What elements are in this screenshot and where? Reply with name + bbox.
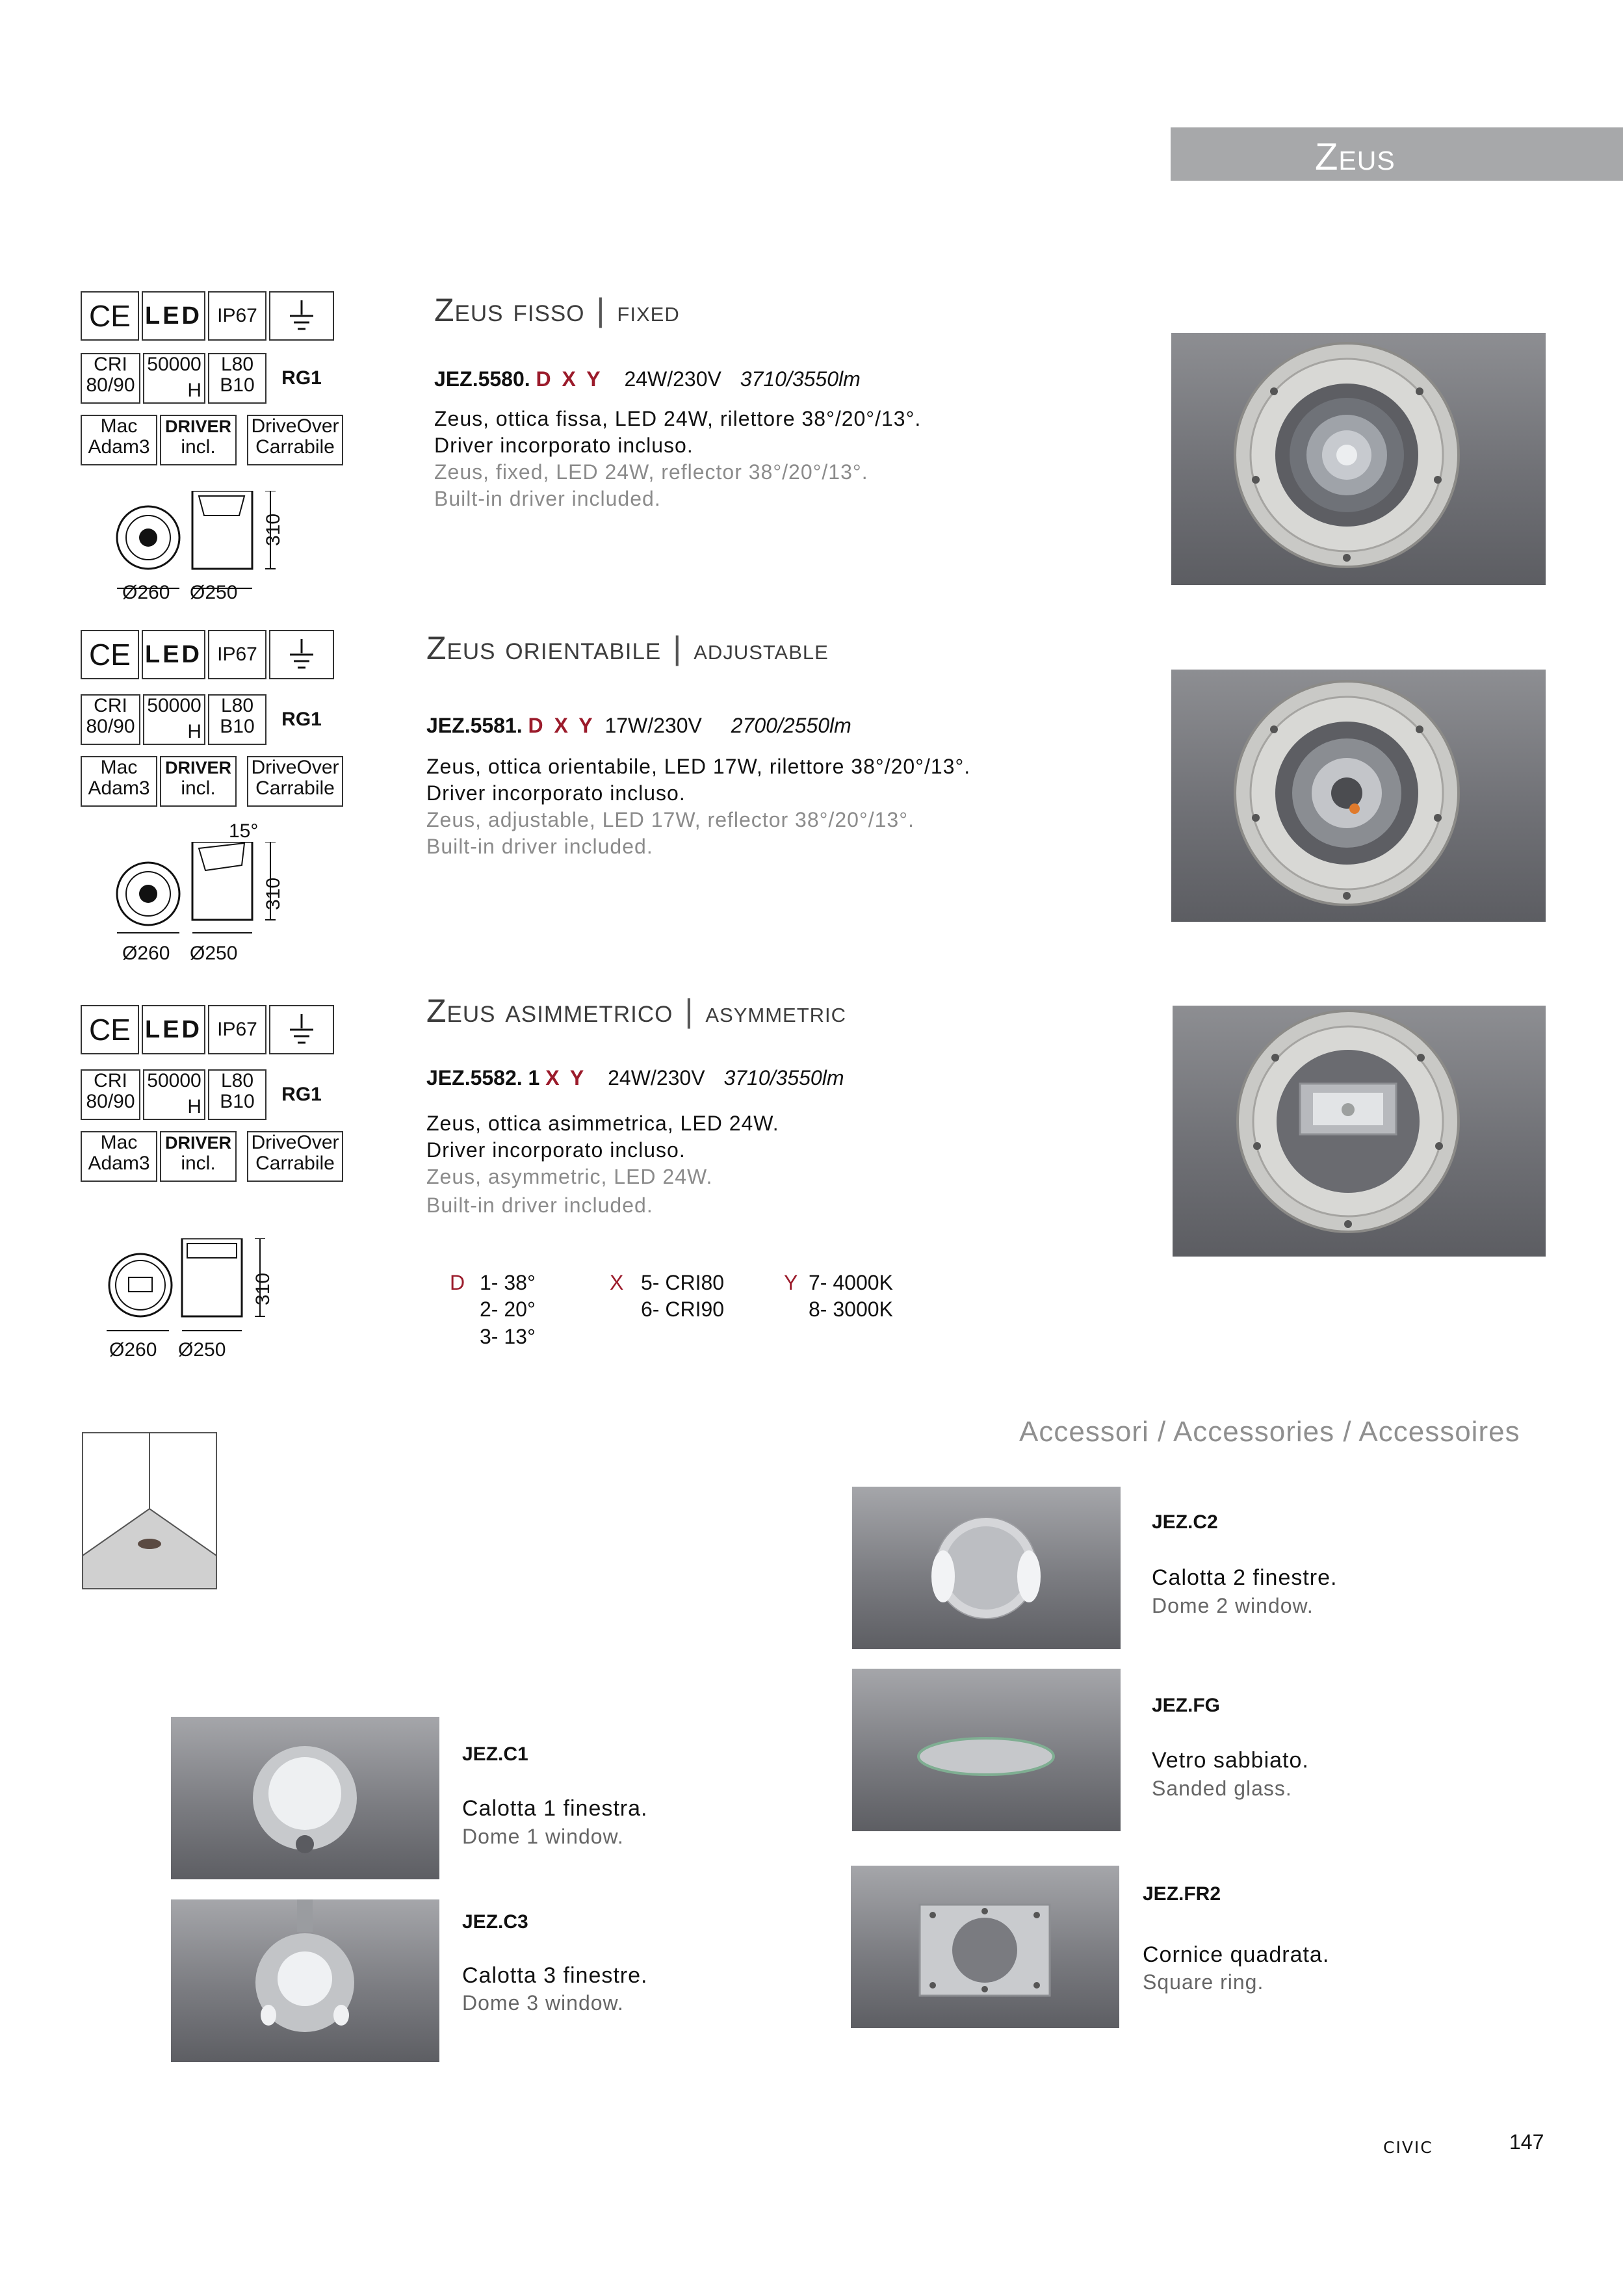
accessory-description-en: Square ring. [1143, 1970, 1264, 1994]
led-icon: LED [142, 291, 205, 341]
accessory-photo-c2 [852, 1487, 1121, 1649]
dimension-diameter-inner: Ø250 [190, 943, 238, 964]
dimension-tilt-angle: 15° [229, 820, 259, 842]
drive-over-badge: DriveOver Carrabile [247, 756, 343, 807]
accessory-description-it: Calotta 2 finestre. [1152, 1565, 1338, 1590]
section-tab [1171, 127, 1623, 181]
accessory-description-en: Dome 3 window. [462, 1991, 624, 2015]
legend-x-option-1: 5- CRI80 [641, 1271, 725, 1294]
description-en-1: Zeus, adjustable, LED 17W, reflector 38°/20°/13°. [426, 808, 915, 831]
product-power: 17W/230V [604, 714, 702, 737]
page-number: 147 [1509, 2130, 1544, 2154]
product-code-line [426, 714, 851, 738]
lifetime-badge: 50000 H [143, 694, 205, 745]
ground-icon [269, 1005, 334, 1054]
dimension-diameter-outer: Ø260 [122, 943, 170, 964]
cri-badge: CRI 80/90 [81, 1069, 140, 1120]
product-power: 24W/230V [624, 367, 721, 391]
product-code-line [434, 367, 861, 391]
description-en-1: Zeus, asymmetric, LED 24W. [426, 1165, 713, 1188]
installation-diagram [82, 1432, 217, 1589]
mac-adam-badge: Mac Adam3 [81, 1131, 157, 1182]
product-lumen: 3710/3550lm [740, 367, 861, 391]
dimension-height: 310 [252, 1272, 274, 1306]
l80-badge: L80 B10 [208, 694, 266, 745]
product-options: D X Y [536, 367, 603, 391]
ip-rating-badge: IP67 [208, 630, 266, 679]
lifetime-badge: 50000 H [143, 353, 205, 404]
legend-d-option-1: 1- 38° [480, 1271, 536, 1294]
led-icon: LED [142, 1005, 205, 1054]
ce-mark-icon: CE [81, 630, 139, 679]
dimension-height: 310 [263, 513, 285, 547]
accessories-heading: Accessori / Accessories / Accessoires [1019, 1416, 1520, 1448]
product-photo [1171, 333, 1546, 585]
legend-y-option-2: 8- 3000K [809, 1298, 893, 1321]
driver-included-badge: DRIVER incl. [160, 1131, 237, 1182]
accessory-code: JEZ.C1 [462, 1743, 528, 1765]
led-icon: LED [142, 630, 205, 679]
accessory-description-it: Vetro sabbiato. [1152, 1748, 1309, 1773]
lifetime-badge: 50000 H [143, 1069, 205, 1120]
rg-badge: RG1 [269, 353, 334, 404]
description-it-1: Zeus, ottica fissa, LED 24W, rilettore 38°/20°/13°. [434, 407, 922, 430]
description-en-2: Built-in driver included. [426, 835, 653, 858]
product-code-line [426, 1066, 844, 1090]
legend-y-option-1: 7- 4000K [809, 1271, 893, 1294]
l80-badge: L80 B10 [208, 1069, 266, 1120]
driver-included-badge: DRIVER incl. [160, 756, 237, 807]
description-it-2: Driver incorporato incluso. [426, 781, 686, 805]
legend-y-letter: Y [784, 1271, 798, 1294]
product-lumen: 3710/3550lm [723, 1066, 844, 1089]
product-power: 24W/230V [608, 1066, 705, 1089]
description-en-2: Built-in driver included. [434, 487, 661, 510]
brand-logo: civic [1383, 2132, 1433, 2159]
accessory-photo-c1 [171, 1717, 439, 1879]
cri-badge: CRI 80/90 [81, 353, 140, 404]
accessory-photo-fg [852, 1669, 1121, 1831]
l80-badge: L80 B10 [208, 353, 266, 404]
accessory-code: JEZ.FG [1152, 1695, 1221, 1716]
ip-rating-badge: IP67 [208, 1005, 266, 1054]
drive-over-badge: DriveOver Carrabile [247, 415, 343, 465]
mac-adam-badge: Mac Adam3 [81, 756, 157, 807]
legend-x-option-2: 6- CRI90 [641, 1298, 725, 1321]
rg-badge: RG1 [269, 1069, 334, 1120]
section-title: Zeus [1315, 136, 1396, 178]
ce-mark-icon: CE [81, 291, 139, 341]
dimension-diameter-outer: Ø260 [109, 1339, 157, 1361]
accessory-code: JEZ.C2 [1152, 1511, 1218, 1533]
dimension-height: 310 [263, 877, 285, 911]
legend-d-option-3: 3- 13° [480, 1325, 536, 1348]
product-photo [1171, 670, 1546, 922]
product-title: Zeus asimmetrico | asymmetric [426, 993, 847, 1029]
accessory-code: JEZ.FR2 [1143, 1883, 1221, 1905]
product-photo [1173, 1006, 1546, 1257]
ip-rating-badge: IP67 [208, 291, 266, 341]
driver-included-badge: DRIVER incl. [160, 415, 237, 465]
product-code: JEZ.5582. 1 [426, 1066, 540, 1089]
accessory-description-en: Dome 1 window. [462, 1825, 624, 1848]
accessory-description-it: Cornice quadrata. [1143, 1942, 1330, 1967]
description-en-1: Zeus, fixed, LED 24W, reflector 38°/20°/13°. [434, 460, 868, 484]
legend-x-letter: X [610, 1271, 624, 1294]
product-code: JEZ.5581. [426, 714, 523, 737]
legend-d-letter: D [450, 1271, 465, 1294]
accessory-photo-fr2 [851, 1866, 1119, 2028]
rg-badge: RG1 [269, 694, 334, 745]
accessory-photo-c3 [171, 1899, 439, 2062]
dimension-diameter-inner: Ø250 [190, 582, 238, 603]
accessory-description-it: Calotta 1 finestra. [462, 1796, 648, 1821]
ground-icon [269, 291, 334, 341]
product-lumen: 2700/2550lm [731, 714, 851, 737]
mac-adam-badge: Mac Adam3 [81, 415, 157, 465]
accessory-description-en: Sanded glass. [1152, 1777, 1292, 1800]
description-en-2: Built-in driver included. [426, 1194, 653, 1217]
drive-over-badge: DriveOver Carrabile [247, 1131, 343, 1182]
ce-mark-icon: CE [81, 1005, 139, 1054]
accessory-code: JEZ.C3 [462, 1911, 528, 1933]
product-code: JEZ.5580. [434, 367, 530, 391]
accessory-description-it: Calotta 3 finestre. [462, 1963, 648, 1988]
description-it-2: Driver incorporato incluso. [426, 1138, 686, 1162]
product-options: D X Y [528, 714, 595, 737]
product-title: Zeus fisso | fixed [434, 292, 680, 328]
ground-icon [269, 630, 334, 679]
dimension-diameter-inner: Ø250 [178, 1339, 226, 1361]
description-it-1: Zeus, ottica asimmetrica, LED 24W. [426, 1112, 779, 1135]
description-it-1: Zeus, ottica orientabile, LED 17W, rilettore 38°/20°/13°. [426, 755, 971, 778]
dimension-diameter-outer: Ø260 [122, 582, 170, 603]
description-it-2: Driver incorporato incluso. [434, 434, 694, 457]
accessory-description-en: Dome 2 window. [1152, 1594, 1314, 1617]
legend-d-option-2: 2- 20° [480, 1298, 536, 1321]
product-title: Zeus orientabile | adjustable [426, 630, 829, 666]
product-options: X Y [545, 1066, 587, 1089]
cri-badge: CRI 80/90 [81, 694, 140, 745]
